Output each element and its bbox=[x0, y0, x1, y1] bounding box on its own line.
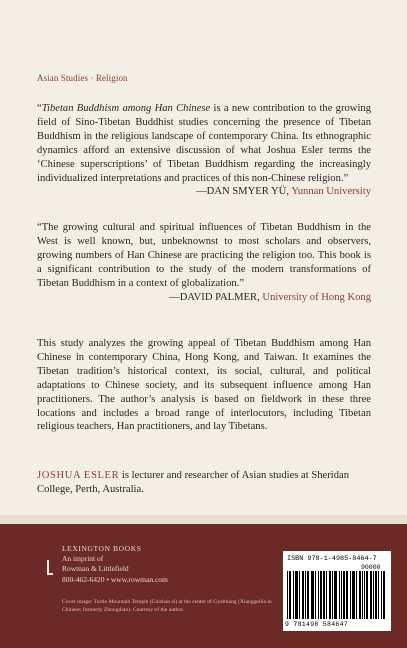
subject-category: Asian Studies · Religion bbox=[37, 73, 128, 83]
decorative-band bbox=[0, 515, 407, 524]
publisher-text bbox=[62, 544, 232, 585]
publisher-parent: Rowman & Littlefield bbox=[62, 564, 129, 574]
endorsement-2 bbox=[37, 221, 371, 304]
barcode-bars bbox=[285, 571, 389, 621]
author-bio-text: is lecturer and researcher of Asian studies at Sheridan College, Perth, Australia. bbox=[37, 470, 350, 495]
endorser-name: —DAN SMYER YÜ, bbox=[196, 186, 289, 198]
publisher-imprint: An imprint of bbox=[62, 554, 104, 564]
author-name: JOSHUA ESLER bbox=[37, 470, 120, 481]
cover-credit: Cover image: Turtle Mountain Temple (Guishan si) at the center of Gyalthang (Xianggelila in Chinese; formerly Zhongdian). Courtesy of the author. bbox=[62, 599, 272, 613]
endorsement-2-text: “The growing cultural and spiritual influences of Tibetan Buddhism in the West is well known, but, unbeknownst to most scholars and observers, growing numbers of Han Chinese are practicing the religion too. This book is a significant contribution to the study of the modern transformations of Tibetan Buddhism in a context of globalization.” bbox=[37, 222, 371, 289]
endorser-institution: University of Hong Kong bbox=[262, 291, 371, 303]
endorser-name: —DAVID PALMER, bbox=[169, 291, 260, 303]
book-description: This study analyzes the growing appeal of Tibetan Buddhism among Han Chinese in contemporary China, Hong Kong, and Taiwan. It examines the Tibetan tradition’s historical context, its social, cultural, and political adaptations to Chinese society, and its subsequent influence among Han practitioners. The author’s analysis is based on fieldwork in these three locations and includes a broad range of interlocutors, including Tibetan religious teachers, Han practitioners, and lay Tibetans. bbox=[37, 338, 371, 433]
lexington-logo-icon bbox=[44, 558, 55, 578]
endorser-institution: Yunnan University bbox=[291, 186, 371, 198]
author-bio bbox=[37, 469, 371, 497]
endorsement-1-attribution bbox=[37, 185, 371, 199]
endorsement-2-attribution bbox=[37, 291, 371, 305]
endorsement-1-body: is a new contribution to the growing field of Sino-Tibetan Buddhist studies concerning the presence of Tibetan Buddhism in the religious landscape of contemporary China. Its ethnographic dynamics afford an extensive discussion of what Joshua Esler terms the ‘Chinese superscriptions’ of Tibetan Buddhism regarding the increasingly individualized interpretations and practices of this non-Chinese religion.” bbox=[37, 103, 371, 184]
price-code: 90000 bbox=[361, 564, 381, 571]
endorsement-1 bbox=[37, 102, 371, 199]
barcode bbox=[283, 551, 391, 631]
barcode-digits: 9 781498 584647 bbox=[285, 621, 349, 628]
book-title: Tibetan Buddhism among Han Chinese bbox=[41, 103, 211, 114]
publisher-name: LEXINGTON BOOKS bbox=[62, 544, 142, 553]
publisher-contact: 800-462-6420 • www.rowman.com bbox=[62, 574, 168, 584]
open-quote: “ bbox=[37, 103, 42, 114]
isbn-label: ISBN 978-1-4985-8464-7 bbox=[287, 555, 377, 563]
endorsement-1-text bbox=[37, 102, 371, 185]
